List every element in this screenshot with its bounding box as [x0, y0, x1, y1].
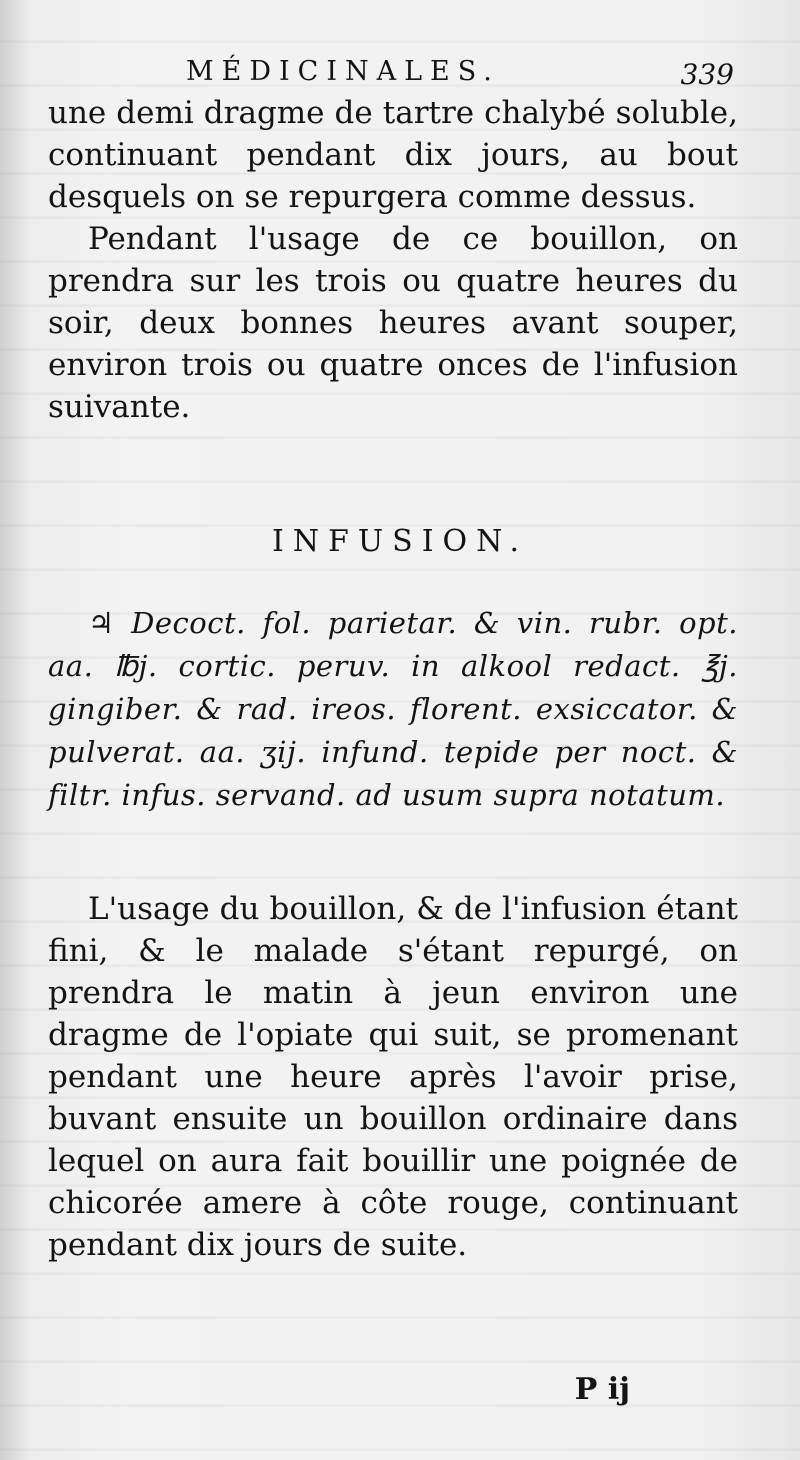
paragraph-1: une demi dragme de tartre chalybé soluble, continuant pendant dix jours, au bout desquels on se repurgera comme dessus.: [48, 95, 738, 215]
recipe-paragraph: ♃ Decoct. fol. parietar. & vin. rubr. opt. aa. ℔j. cortic. peruv. in alkool redact. ℥j. gingiber. & rad. ireos. florent. exsiccator. & pulverat. aa. ʒij. infund. tepide per noct. & filtr. infus. servand. ad usum supra notatum.: [48, 606, 738, 812]
running-head-title: MÉDICINALES.: [186, 56, 500, 87]
body-text-bottom: [48, 888, 738, 1266]
body-text-top: [48, 92, 738, 428]
signature-mark: P ij: [574, 1372, 630, 1407]
paragraph-3: L'usage du bouillon, & de l'infusion étant fini, & le malade s'étant repurgé, on prendra le matin à jeun environ une dragme de l'opiate qui suit, se promenant pendant une heure après l'avoir prise, buvant ensuite un bouillon ordinaire dans lequel on aura fait bouillir une poignée de chicorée amere à côte rouge, continuant pendant dix jours de suite.: [48, 891, 738, 1263]
section-title: INFUSION.: [271, 524, 529, 559]
page-number: 339: [680, 58, 734, 91]
running-head: [170, 56, 736, 96]
recipe-text: [48, 602, 738, 817]
paragraph-2: Pendant l'usage de ce bouillon, on prendra sur les trois ou quatre heures du soir, deux bonnes heures avant souper, environ trois ou quatre onces de l'infusion suivante.: [48, 221, 738, 425]
